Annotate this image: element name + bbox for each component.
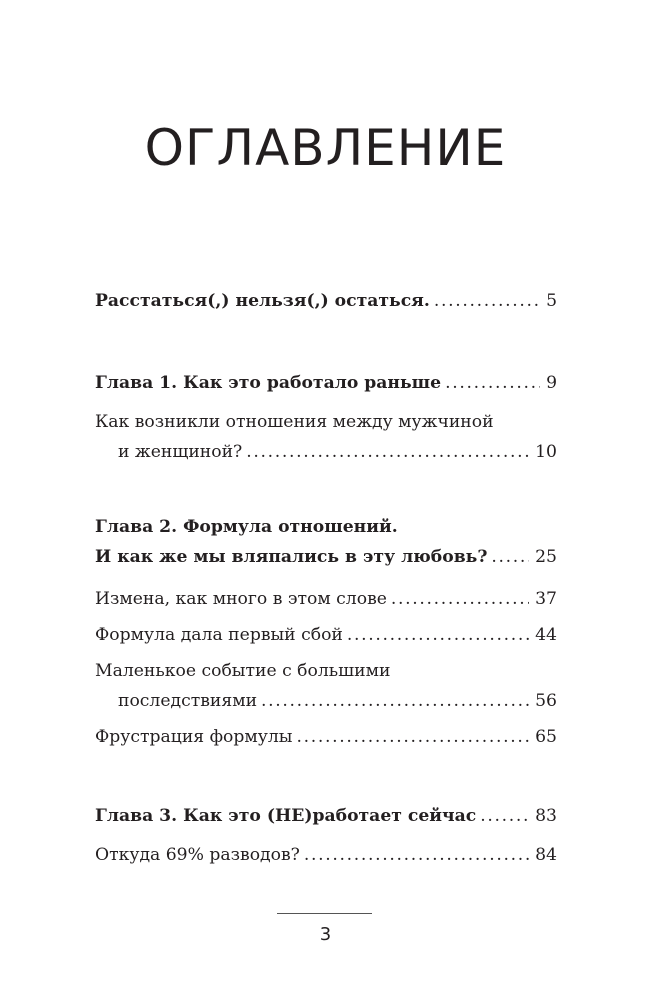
dot-leader bbox=[246, 437, 529, 467]
dot-leader bbox=[480, 801, 529, 831]
toc-page-number: 44 bbox=[535, 625, 557, 645]
toc-page-number: 56 bbox=[535, 691, 557, 711]
toc-entry-betrayal[interactable] bbox=[95, 584, 557, 614]
dot-leader bbox=[391, 584, 529, 614]
toc-page-number: 84 bbox=[535, 845, 557, 865]
toc-entry-title: Расстаться(,) нельзя(,) остаться. bbox=[95, 291, 430, 311]
toc-page-number: 37 bbox=[535, 589, 557, 609]
toc-entry-title-line-2: и женщиной? bbox=[118, 442, 243, 462]
dot-leader bbox=[347, 620, 529, 650]
toc-entry-title-line-1: Как возникли отношения между мужчиной bbox=[95, 412, 494, 432]
toc-entry-title-line-1: Маленькое событие с большими bbox=[95, 661, 391, 681]
toc-entry-title-line-2: последствиями bbox=[118, 691, 258, 711]
page-title: ОГЛАВЛЕНИЕ bbox=[144, 119, 507, 177]
toc-page-number: 10 bbox=[535, 442, 557, 462]
toc-entry-title: Откуда 69% разводов? bbox=[95, 845, 300, 865]
toc-entry-intro[interactable] bbox=[95, 286, 557, 316]
toc-entry-title-line-2: И как же мы вляпались в эту любовь? bbox=[95, 547, 488, 567]
toc-page-number: 5 bbox=[546, 291, 557, 311]
toc-entry-title: Глава 3. Как это (НЕ)работает сейчас bbox=[95, 806, 477, 826]
toc-entry-title-line-1: Глава 2. Формула отношений. bbox=[95, 517, 398, 537]
dot-leader bbox=[304, 840, 529, 870]
toc-entry-title: Фрустрация формулы bbox=[95, 727, 293, 747]
toc-entry-title: Глава 1. Как это работало раньше bbox=[95, 373, 442, 393]
toc-page-number: 25 bbox=[535, 547, 557, 567]
toc-entry-chapter-1[interactable] bbox=[95, 368, 557, 398]
toc-entry-first-failure[interactable] bbox=[95, 620, 557, 650]
toc-entry-chapter-3[interactable] bbox=[95, 801, 557, 831]
toc-entry-title: Формула дала первый сбой bbox=[95, 625, 343, 645]
toc-entry-title: Измена, как много в этом слове bbox=[95, 589, 387, 609]
toc-entry-chapter-2[interactable] bbox=[95, 512, 557, 572]
footer-divider bbox=[277, 913, 372, 914]
toc-entry-divorce-stats[interactable] bbox=[95, 840, 557, 870]
toc-page-number: 65 bbox=[535, 727, 557, 747]
toc-entry-frustration[interactable] bbox=[95, 722, 557, 752]
dot-leader bbox=[296, 722, 529, 752]
toc-entry-origin-of-relationships[interactable] bbox=[95, 407, 557, 467]
dot-leader bbox=[261, 686, 529, 716]
toc-page-number: 9 bbox=[546, 373, 557, 393]
dot-leader bbox=[434, 286, 540, 316]
dot-leader bbox=[445, 368, 540, 398]
dot-leader bbox=[491, 542, 529, 572]
page-number: 3 bbox=[319, 924, 332, 945]
toc-entry-small-event[interactable] bbox=[95, 656, 557, 716]
toc-page-number: 83 bbox=[535, 806, 557, 826]
